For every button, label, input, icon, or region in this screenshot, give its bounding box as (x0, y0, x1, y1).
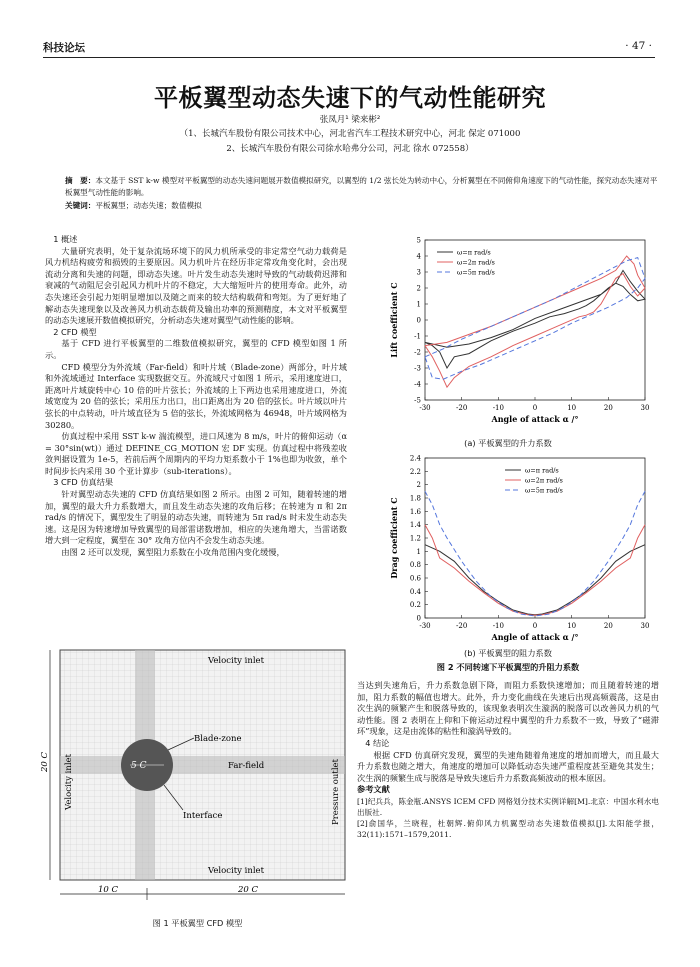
paragraph: 当达到失速角后，升力系数急剧下降，而阻力系数快速增加；而且随着转速的增加，阻力系数的幅值也增大。此外，升力变化曲线在失速后出现高频震荡，这是由次生涡的频繁产生和脱落导致的，该现象表明次生漩涡的脱落可以改善风力机的气动性能。图 2 表明在上仰和下俯运动过程中翼型的升力系数不一致，导致了“磁滞环”现象，这是由流体的粘性和漩涡导致的。 (357, 680, 659, 737)
figure-2a-caption: (a) 平板翼型的升力系数 (464, 438, 552, 448)
x-tick-label: -10 (492, 622, 504, 630)
y-tick-label: -2 (414, 348, 421, 357)
legend-entry: ω=5π rad/s (525, 486, 563, 495)
x-tick-label: -30 (419, 404, 431, 412)
section-heading: 2 CFD 模型 (53, 326, 97, 337)
y-tick-label: 0 (416, 316, 421, 325)
figure-1-caption: 图 1 平板翼型 CFD 模型 (152, 918, 243, 928)
header-rule (43, 57, 655, 58)
y-tick-label: 2.4 (409, 454, 421, 463)
legend-entry: ω=5π rad/s (457, 268, 495, 277)
pressure-outlet-label: Pressure outlet (331, 759, 341, 825)
affiliation-1: （1、长城汽车股份有限公司技术中心，河北省汽车工程技术研究中心，河北 保定 071000 (179, 129, 521, 139)
y-tick-label: -1 (414, 332, 421, 341)
blade-zone-diameter: 5 C (131, 761, 147, 771)
left-dimension: 10 C (98, 885, 119, 895)
y-tick-label: 3 (416, 268, 421, 277)
interface-label: Interface (183, 811, 223, 821)
velocity-inlet-top-label: Velocity inlet (208, 656, 264, 666)
reference-item: [2]俞国华，兰晓程，杜朝辉.俯仰风力机翼型动态失速数值模拟[J].太阳能学报，32(11):1571–1579,2011. (357, 818, 659, 839)
paragraph: 大量研究表明，处于复杂流场环境下的风力机所承受的非定常空气动力载荷是风力机结构疲劳和损毁的主要原因。风力机叶片在经历非定常攻角变化时，会出现流动分离和失速的问题，即动态失速。叶片发生动态失速时导致的气动载荷迟滞和衰减的气动阻尼会引起风力机叶片的不稳定，大大缩短叶片的使用寿命。此外，动态失速还会引起力矩明显增加以及随之而来的较大结构载荷和弯矩。为了更好地了解动态失速现象以及改善风力机动态载荷及输出功率的预测精度，本文对平板翼型的动态失速展开数值模拟研究，分析动态失速对翼型气动性能的影响。 (45, 245, 347, 326)
paragraph: 仿真过程中采用 SST k-w 湍流模型，进口风速为 8 m/s，叶片的俯仰运动（α = 30°sin(wt)）通过 DEFINE_CG_MOTION 宏 DF 实现。仿真过程中将残差收敛判据设置为 1e-5，若前后两个周期内的平均力矩系数小于 1%也即为收敛，单个时间步长内采用 30 个亚计算步（sub-iterations）。 (45, 431, 347, 476)
y-tick-label: 0.4 (409, 587, 421, 596)
lift-coefficient-chart (385, 234, 655, 424)
abstract (65, 175, 663, 198)
abstract-label: 摘 要： (65, 176, 96, 185)
drag-coefficient-chart (385, 452, 655, 642)
velocity-inlet-bottom-label: Velocity inlet (208, 866, 264, 876)
velocity-inlet-left-label: Velocity inlet (64, 754, 74, 810)
references-heading: 参考文献 (357, 784, 390, 795)
y-tick-label: 2.2 (409, 467, 421, 476)
y-tick-label: 0 (416, 614, 421, 623)
keywords-label: 关键词： (65, 201, 96, 210)
x-tick-label: 20 (603, 622, 613, 630)
x-tick-label: 20 (603, 404, 613, 412)
figure-1-cfd-model (40, 640, 350, 910)
figure-2b-caption: (b) 平板翼型的阻力系数 (464, 648, 552, 658)
legend-entry: ω=2π rad/s (457, 258, 495, 267)
y-tick-label: 0.8 (409, 561, 421, 570)
y-tick-label: 2 (416, 284, 421, 293)
page-number: · 47 · (625, 40, 652, 52)
y-tick-label: -4 (414, 380, 421, 389)
x-tick-label: 30 (640, 404, 650, 412)
journal-name: 科技论坛 (43, 42, 85, 54)
x-tick-label: 30 (640, 622, 650, 630)
right-dimension: 20 C (238, 885, 259, 895)
mesh-refinement-band-h (60, 756, 345, 774)
paragraph: CFD 模型分为外流域（Far-field）和叶片域（Blade-zone）两部分，叶片域和外流域通过 Interface 实现数据交互。外流域尺寸如图 1 所示，采用速度进口，距离叶片域旋转中心 10 倍的叶片弦长；外流域的上下两边也采用速度进口，外流域宽度为 20 倍的弦长；采用压力出口，出口距离出为 20 倍的弦长。叶片域以叶片弦长的中点转动，叶片域直径为 5 倍的弦长，外流域网格为 46948，叶片域网格为 30280。 (45, 361, 347, 430)
y-tick-label: 1.8 (409, 494, 421, 503)
legend-entry: ω=2π rad/s (525, 476, 563, 485)
keywords (65, 200, 663, 211)
section-heading: 3 CFD 仿真结果 (53, 477, 114, 488)
legend-entry: ω=π rad/s (525, 466, 559, 475)
section-heading: 1 概述 (53, 234, 78, 244)
y-tick-label: 1 (416, 547, 421, 556)
x-axis-label: Angle of attack α /° (491, 414, 579, 424)
y-tick-label: -5 (414, 396, 421, 405)
y-axis-label: Drag coefficient C (389, 497, 399, 579)
y-tick-label: 1.2 (409, 534, 421, 543)
x-axis-label: Angle of attack α /° (491, 632, 579, 642)
y-tick-label: 1 (416, 300, 421, 309)
y-tick-label: -3 (414, 364, 421, 373)
x-tick-label: -10 (492, 404, 504, 412)
x-tick-label: -20 (456, 404, 468, 412)
y-tick-label: 5 (416, 236, 421, 245)
y-tick-label: 4 (416, 252, 421, 261)
x-tick-label: 10 (567, 622, 577, 630)
blade-zone-label: Blade-zone (194, 734, 242, 744)
keywords-text: 平板翼型；动态失速；数值模拟 (95, 201, 202, 210)
series-line-3 (425, 491, 645, 616)
authors: 张凤月¹ 梁来彬² (319, 115, 381, 125)
y-tick-label: 0.2 (409, 601, 421, 610)
right-column (357, 680, 659, 840)
paragraph: 基于 CFD 进行平板翼型的二维数值模拟研究，翼型的 CFD 模型如图 1 所示。 (45, 338, 347, 360)
y-tick-label: 1.4 (409, 521, 421, 530)
paper-title: 平板翼型动态失速下的气动性能研究 (154, 83, 546, 112)
paragraph: 根据 CFD 仿真研究发现，翼型的失速角随着角速度的增加而增大，而且最大升力系数也随之增大，角速度的增加可以降低动态失速严重程度甚至避免其发生；次生涡的频繁生成与脱落是导致失速后升力系数高频波动的根本原因。 (357, 749, 659, 783)
y-tick-label: 1.6 (409, 507, 421, 516)
reference-item: [1]纪兵兵，陈金瓶.ANSYS ICEM CFD 网格划分技术实例详解[M].北京：中国水利水电出版社. (357, 796, 659, 817)
x-tick-label: 0 (532, 622, 538, 630)
x-tick-label: -20 (456, 622, 468, 630)
x-tick-label: -30 (419, 622, 431, 630)
affiliation-2: 2、长城汽车股份有限公司徐水哈弗分公司，河北 徐水 072558） (226, 144, 474, 154)
left-column (45, 234, 347, 559)
section-heading: 4 结论 (365, 737, 390, 748)
y-tick-label: 2 (416, 481, 421, 490)
x-tick-label: 10 (567, 404, 577, 412)
x-tick-label: 0 (532, 404, 538, 412)
height-dimension: 20 C (40, 751, 50, 772)
paragraph: 针对翼型动态失速的 CFD 仿真结果如图 2 所示。由图 2 可知，随着转速的增加，翼型的最大升力系数增大，而且发生动态失速的攻角后移；在转速为 π 和 2π rad/s 的情况下，翼型发生了明显的动态失速，而转速为 5π rad/s 时未发生动态失速。这是因为转速增加导致翼型的局部雷诺数增加，相应的失速角增大，当雷诺数增大到一定程度，翼型在 30° 攻角方位内不会发生动态失速。 (45, 489, 347, 546)
y-axis-label: Lift coefficient C (389, 282, 399, 358)
figure-2-caption: 图 2 不同转速下平板翼型的升阻力系数 (436, 662, 580, 672)
far-field-label: Far-field (228, 761, 265, 771)
abstract-text: 本文基于 SST k-w 模型对平板翼型的动态失速问题展开数值模拟研究，以翼型的 1/2 弦长处为转动中心，分析翼型在不同俯仰角速度下的气动性能，探究动态失速对平板翼型气动性能的影响。 (65, 176, 658, 197)
legend-entry: ω=π rad/s (457, 248, 491, 257)
paragraph: 由图 2 还可以发现，翼型阻力系数在小攻角范围内变化缓慢， (61, 547, 285, 558)
y-tick-label: 0.6 (409, 574, 421, 583)
series-line-2 (425, 525, 645, 616)
